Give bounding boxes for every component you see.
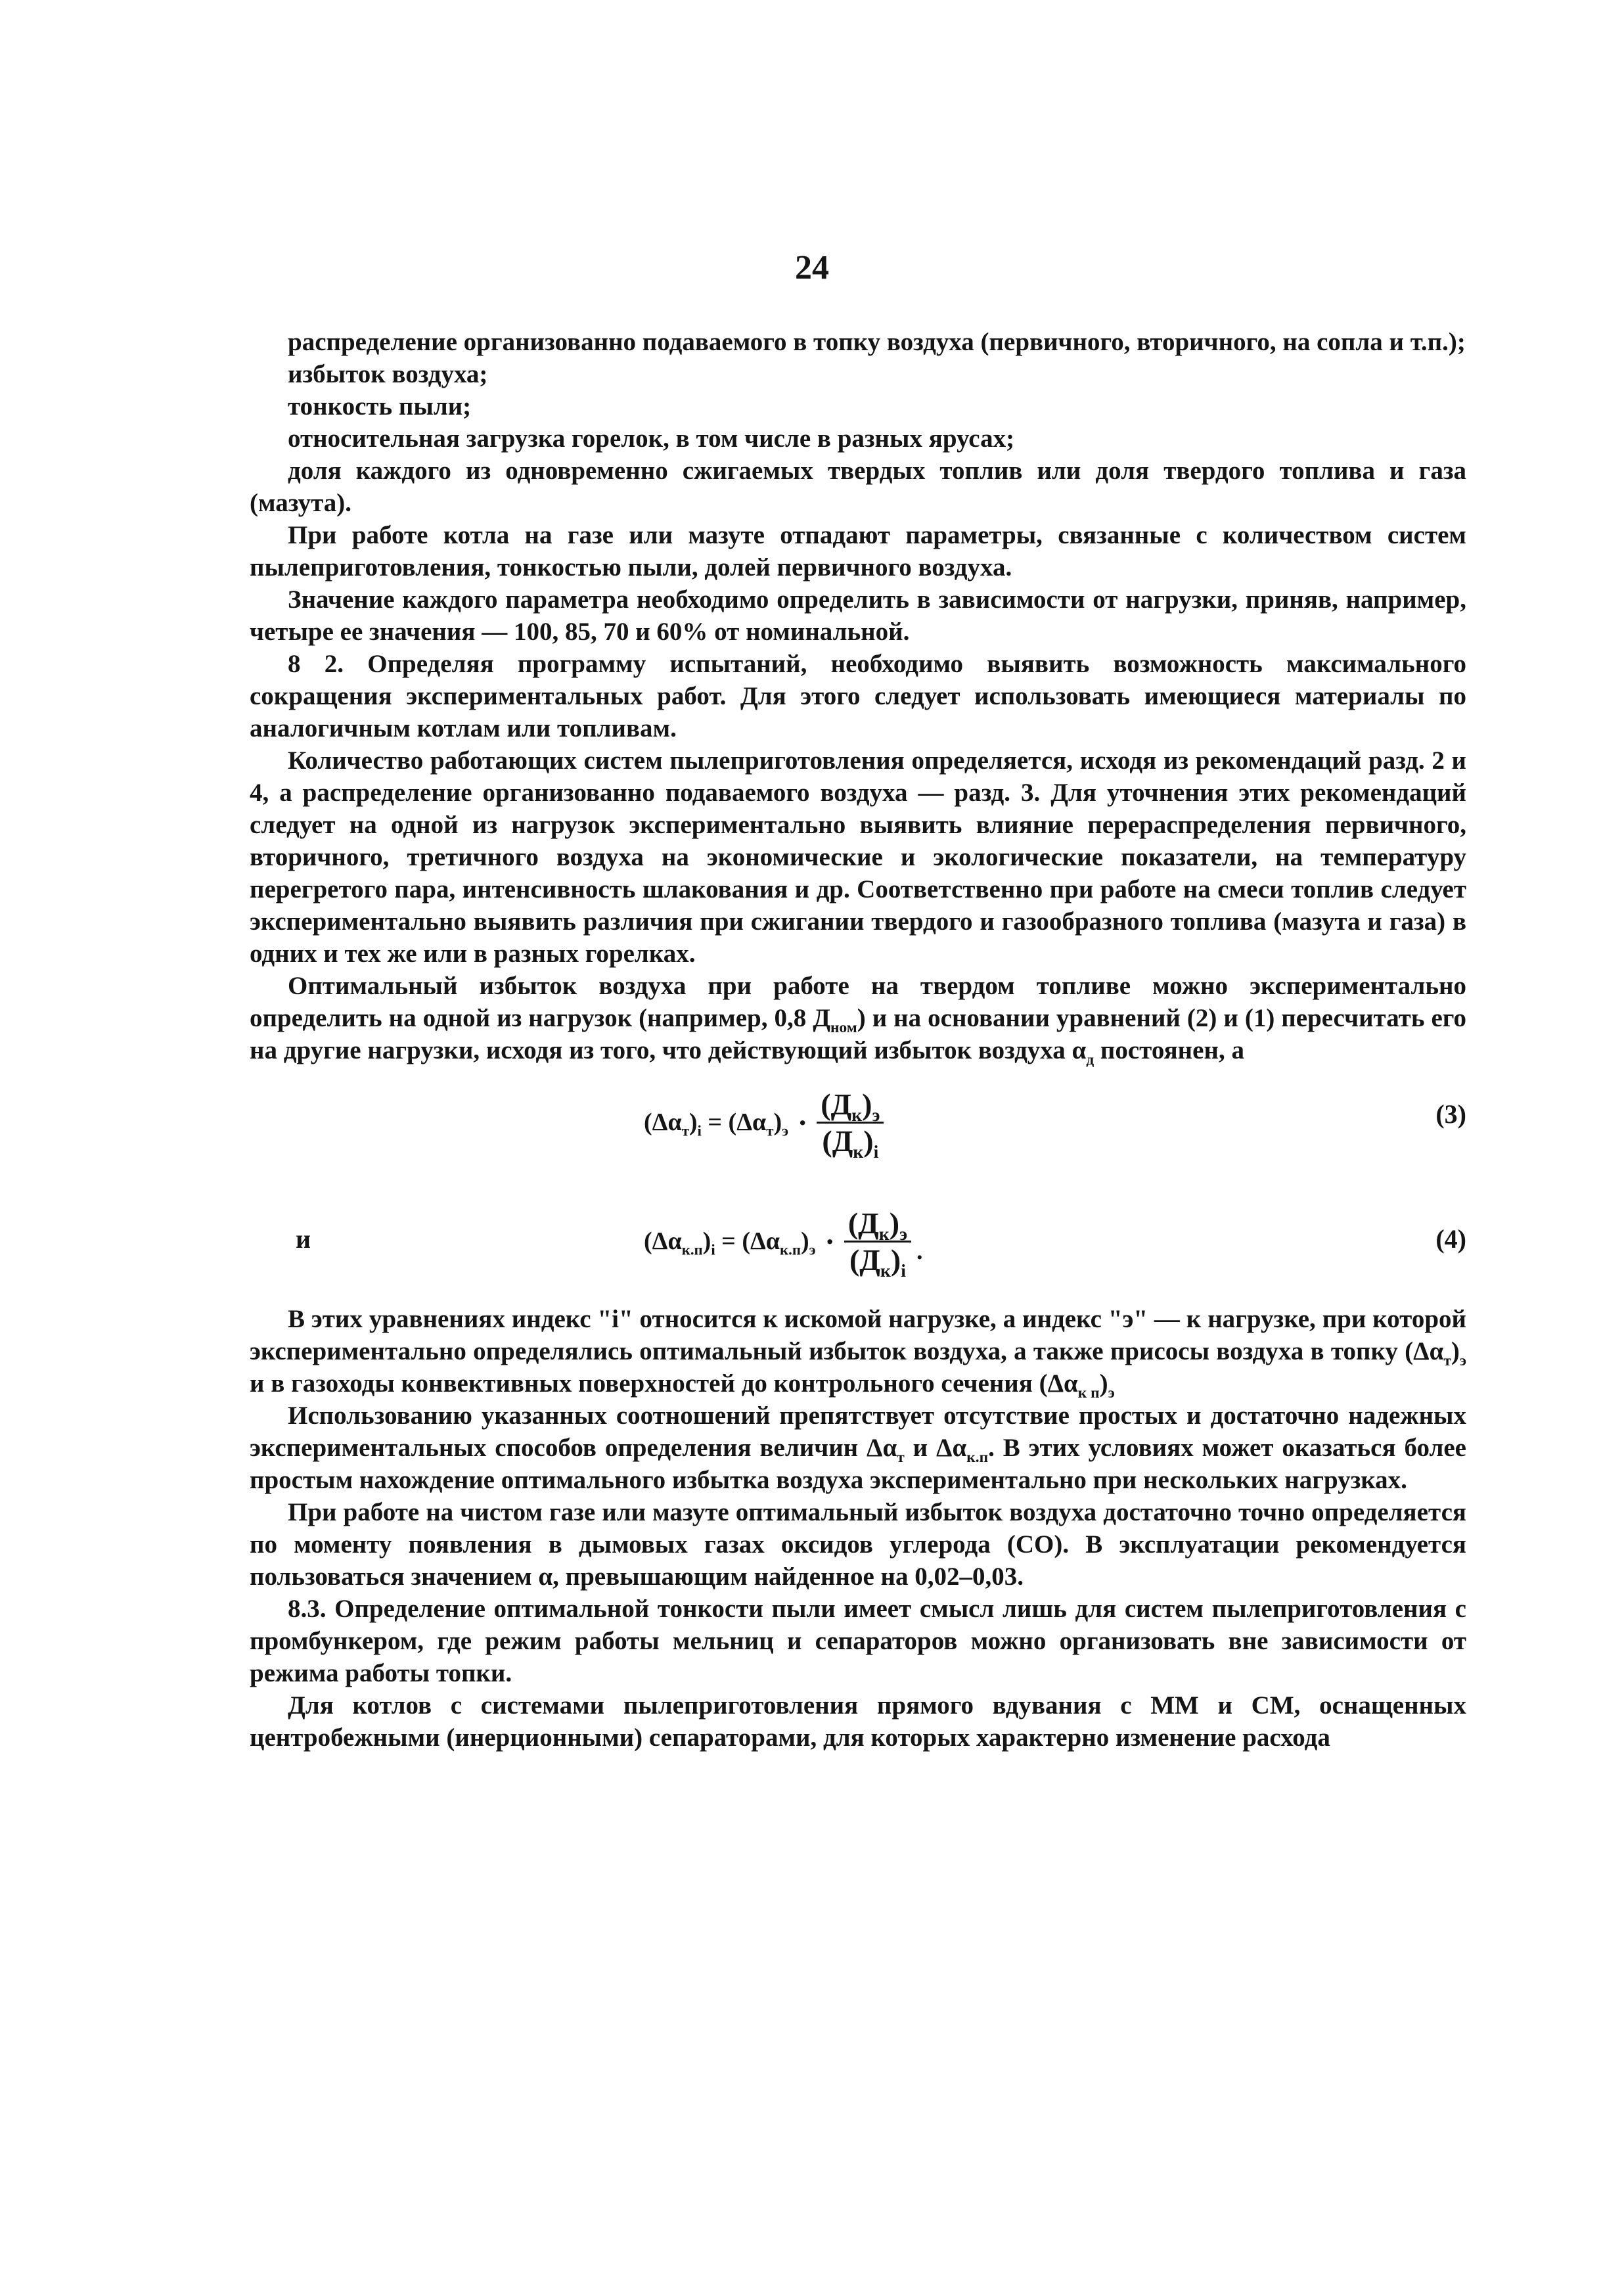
list-item: относительная загрузка горелок, в том числе в разных ярусах; — [288, 424, 1015, 453]
list-item: доля каждого из одновременно сжигаемых твердых топлив или доля твердого топлива и газа (мазута). — [250, 457, 1466, 517]
multiply-dot: · — [824, 1224, 835, 1258]
index-paragraph: В этих уравнениях индекс "i" относится к искомой нагрузке, а индекс "э" — к нагрузке, при которой экспериментально определялись оптимальный избыток воздуха, а также присосы воздуха в топку $(\Delta\alpha_т)_э$ и в газоходы конвективных поверхностей до контрольного сечения $(\Delta\alpha_{к п})_э$ — [250, 1305, 1466, 1402]
paragraph: При работе на чистом газе или мазуте оптимальный избыток воздуха достаточно точно определяется по моменту появления в дымовых газах оксидов углерода (СО). В эксплуатации рекомендуется пользоваться значением α, превышающим найденное на 0,02–0,03. — [250, 1498, 1466, 1591]
multiply-dot: · — [797, 1105, 808, 1139]
paragraph: Значение каждого параметра необходимо определить в зависимости от нагрузки, приняв, например, четыре ее значения — 100, 85, 70 и 60% от номинальной. — [250, 585, 1466, 646]
page-number: 24 — [795, 249, 829, 286]
paragraph: Для котлов с системами пылеприготовления прямого вдувания с ММ и СМ, оснащенных центробежными (инерционными) сепараторами, для которых характерно изменение расхода — [250, 1691, 1466, 1752]
fraction-denominator: $(Д_к)_i$ — [849, 1243, 906, 1281]
equation-4-lhs: $(\Delta\alpha_{к.п})_i = (\Delta\alpha_{к.п})_э$ — [644, 1227, 816, 1258]
equation-period: . — [916, 1237, 923, 1265]
document-body — [250, 326, 1466, 1754]
fraction-denominator: $(Д_к)_i$ — [822, 1124, 879, 1162]
fraction — [844, 1206, 911, 1281]
paragraph: распределение организованно подаваемого в топку воздуха (первичного, вторичного, на сопла и т.п.); — [288, 328, 1466, 356]
usage-paragraph: Использованию указанных соотношений препятствует отсутствие простых и достаточно надежных экспериментальных способов определения величин $\Delta\alpha_т$ и $\Delta\alpha_{к.п}$. В этих условиях может оказаться более простым нахождение оптимального избытка воздуха экспериментально при нескольких нагрузках. — [250, 1402, 1466, 1494]
equation-3 — [250, 1066, 1466, 1189]
conjunction-word: и — [296, 1224, 311, 1254]
equation-number: (3) — [1435, 1099, 1466, 1129]
equation-4 — [250, 1189, 1466, 1303]
fraction-numerator: $(Д_к)_э$ — [847, 1206, 907, 1244]
list-item: тонкость пыли; — [288, 392, 472, 421]
fraction — [817, 1087, 884, 1162]
list-item: избыток воздуха; — [288, 360, 488, 388]
paragraph: 8.3. Определение оптимальной тонкости пыли имеет смысл лишь для систем пылеприготовления с промбункером, где режим работы мельниц и сепараторов можно организовать вне зависимости от режима работы топки. — [250, 1595, 1466, 1687]
equation-3-lhs: $(\Delta\alpha_т)_i = (\Delta\alpha_т)_э$ — [644, 1108, 788, 1139]
paragraph: 8 2. Определяя программу испытаний, необходимо выявить возможность максимального сокращения экспериментальных работ. Для этого следует использовать имеющиеся материалы по аналогичным котлам или топливам. — [250, 650, 1466, 742]
optimal-air-paragraph: Оптимальный избыток воздуха при работе на твердом топливе можно экспериментально определить на одной из нагрузок (например, 0,8 $Д_{ном}$) и на основании уравнений (2) и (1) пересчитать его на другие нагрузки, исходя из того, что действующий избыток воздуха $\alpha_д$ постоянен, а — [250, 972, 1467, 1068]
paragraph: При работе котла на газе или мазуте отпадают параметры, связанные с количеством систем пылеприготовления, тонкостью пыли, долей первичного воздуха. — [250, 521, 1466, 582]
fraction-numerator: $(Д_к)_э$ — [821, 1087, 880, 1125]
equation-number: (4) — [1435, 1224, 1466, 1254]
paragraph: Количество работающих систем пылеприготовления определяется, исходя из рекомендаций разд. 2 и 4, а распределение организованно подаваемого воздуха — разд. 3. Для уточнения этих рекомендаций следует на одной из нагрузок экспериментально выявить влияние перераспределения первичного, вторичного, третичного воздуха на экономические и экологические показатели, на температуру перегретого пара, интенсивность шлакования и др. Соответственно при работе на смеси топлив следует экспериментально выявить различия при сжигании твердого и газообразного топлива (мазута и газа) в одних и тех же или в разных горелках. — [250, 746, 1466, 968]
